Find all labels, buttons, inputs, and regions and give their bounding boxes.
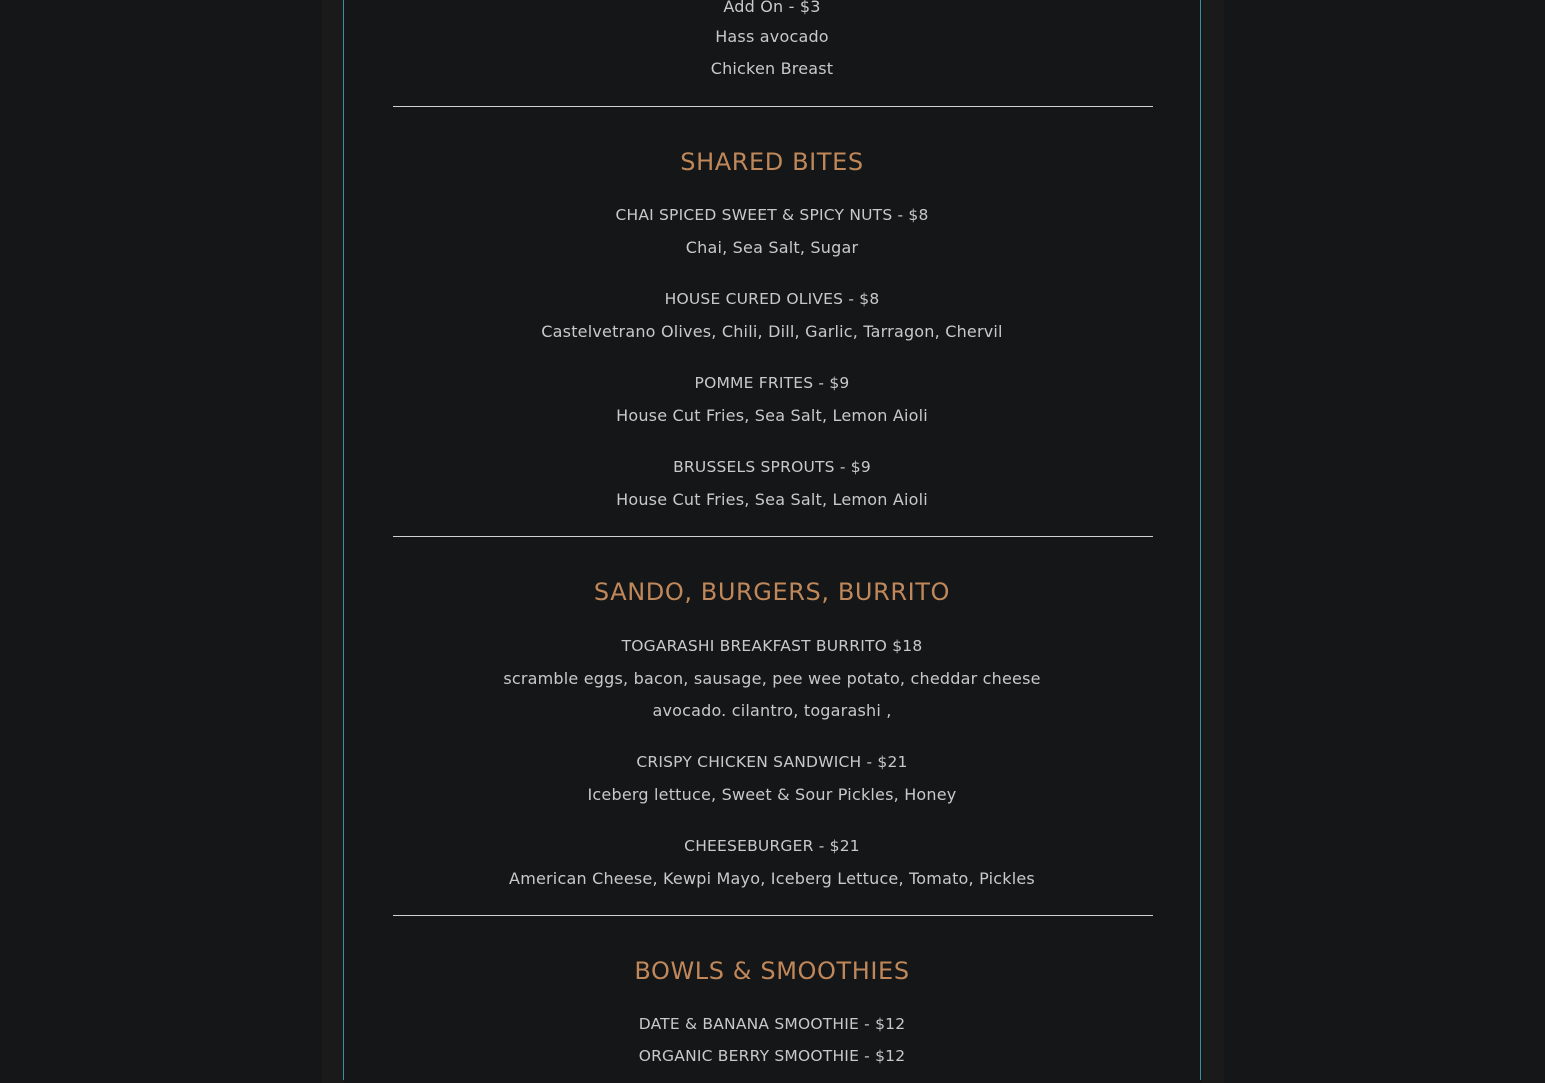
right-side-strip xyxy=(1202,0,1224,1083)
menu-item-name: TOGARASHI BREAKFAST BURRITO $18 xyxy=(621,637,923,655)
addon-item-chicken: Chicken Breast xyxy=(710,59,834,78)
menu-item-description: American Cheese, Kewpi Mayo, Iceberg Lettuce, Tomato, Pickles xyxy=(509,869,1035,888)
menu-item-name: POMME FRITES - $9 xyxy=(694,374,850,392)
section-divider xyxy=(393,536,1153,537)
menu-item-description: Iceberg lettuce, Sweet & Sour Pickles, Honey xyxy=(587,785,957,804)
menu-item-description: House Cut Fries, Sea Salt, Lemon Aioli xyxy=(616,406,928,425)
section-title-shared-bites: SHARED BITES xyxy=(680,148,864,176)
menu-item-description: Chai, Sea Salt, Sugar xyxy=(685,238,859,257)
menu-panel xyxy=(343,0,1201,1080)
menu-item-name: DATE & BANANA SMOOTHIE - $12 xyxy=(638,1015,906,1033)
menu-item-name: ORGANIC BERRY SMOOTHIE - $12 xyxy=(638,1047,906,1065)
menu-item-name: HOUSE CURED OLIVES - $8 xyxy=(664,290,880,308)
section-divider xyxy=(393,106,1153,107)
section-title-bowls-smoothies: BOWLS & SMOOTHIES xyxy=(634,957,910,985)
menu-item-description: avocado. cilantro, togarashi , xyxy=(652,701,892,720)
addon-item-avocado: Hass avocado xyxy=(715,27,829,46)
menu-item-description: Castelvetrano Olives, Chili, Dill, Garlic, Tarragon, Chervil xyxy=(541,322,1003,341)
section-title-sando-burgers-burrito: SANDO, BURGERS, BURRITO xyxy=(593,578,951,606)
left-side-strip xyxy=(322,0,344,1083)
menu-item-name: CHAI SPICED SWEET & SPICY NUTS - $8 xyxy=(615,206,929,224)
menu-item-name: CRISPY CHICKEN SANDWICH - $21 xyxy=(636,753,908,771)
addon-header: Add On - $3 xyxy=(723,0,821,16)
menu-item-description: scramble eggs, bacon, sausage, pee wee potato, cheddar cheese xyxy=(503,669,1041,688)
section-divider xyxy=(393,915,1153,916)
menu-item-name: BRUSSELS SPROUTS - $9 xyxy=(673,458,871,476)
menu-item-name: CHEESEBURGER - $21 xyxy=(684,837,860,855)
menu-item-description: House Cut Fries, Sea Salt, Lemon Aioli xyxy=(616,490,928,509)
